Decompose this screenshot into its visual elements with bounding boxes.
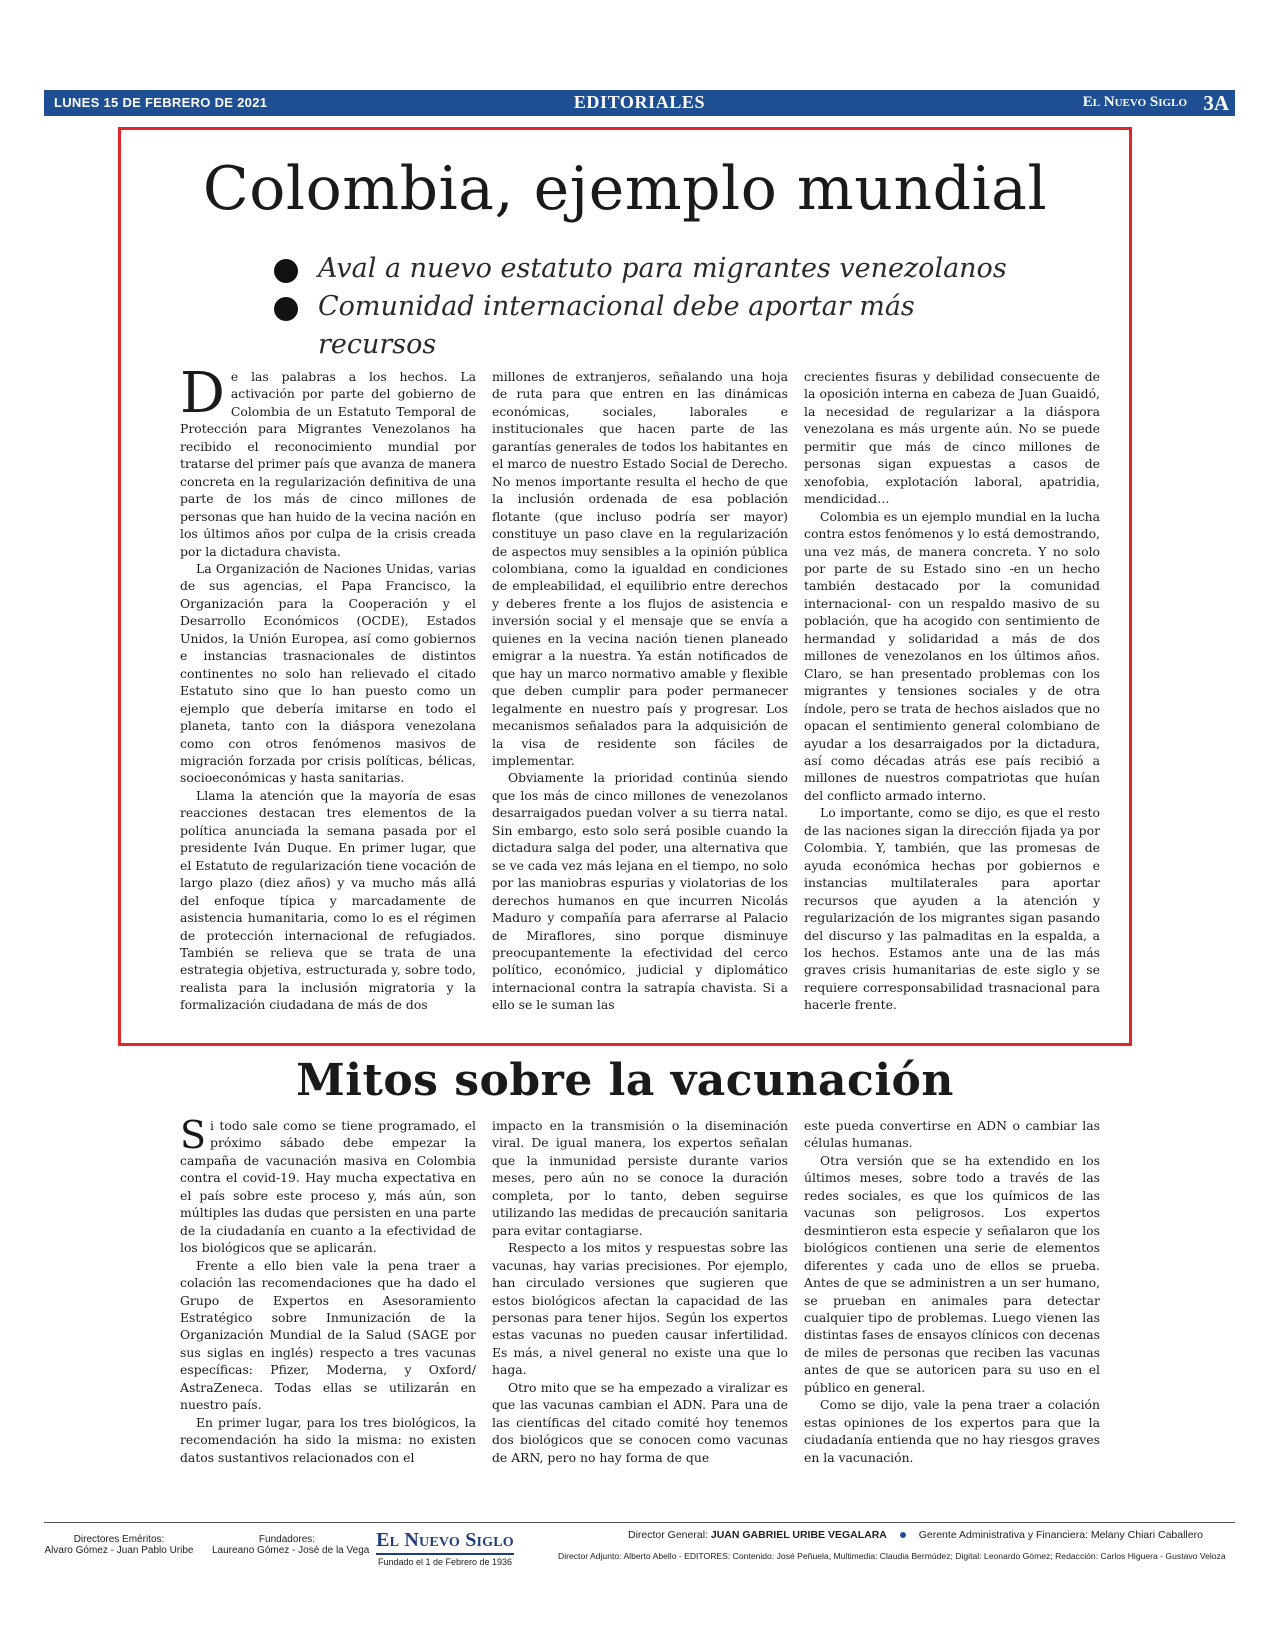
- text-column: [492, 1117, 788, 1470]
- page-date: LUNES 15 DE FEBRERO DE 2021: [54, 95, 268, 110]
- paragraph: De las palabras a los hechos. La activación por parte del gobierno de Colombia de un Estatuto Temporal de Protección para Migrantes Venezolanos ha recibido el reconocimiento mundial por tratarse del primer país que avanza de manera concreta en la regularización definitiva de una parte de los más de cinco millones de personas que han huido de la vecina nación en los últimos años por culpa de la crisis creada por la dictadura chavista.: [180, 368, 476, 559]
- separator-dot: [900, 1532, 906, 1538]
- deck-item: [270, 288, 1030, 360]
- fundadores-label: Fundadores:: [258, 1534, 316, 1545]
- editorial-1-title: Colombia, ejemplo mundial: [202, 154, 1048, 224]
- paragraph: Otra versión que se ha extendido en los últimos meses, sobre todo a través de las redes sociales, es que los químicos de las vacunas son peligrosos. Los expertos desmintieron esta especie y señalaron que los biológicos contienen una serie de elementos diferentes y cada uno de ellos se prueba. Antes de que se administren a un ser humano, se prueban en animales para detectar cualquier tipo de problemas. Luego vienen las distintas fases de ensayos clínicos con decenas de miles de personas que reciben las vacunas antes de que se autoricen para su uso en el público en general.: [804, 1152, 1100, 1395]
- paragraph: impacto en la transmisión o la diseminación viral. De igual manera, los expertos señalan que la inmunidad persiste durante varios meses, pero aún no se conoce la duración completa, por lo tanto, deben seguirse utilizando las medidas de precaución sanitaria para evitar contagiarse.: [492, 1118, 788, 1238]
- director-general-name: JUAN GABRIEL URIBE VEGALARA: [710, 1529, 887, 1541]
- editorial-1-deck: [270, 250, 1030, 360]
- paragraph: Como se dijo, vale la pena traer a colación estas opiniones de los expertos para que la ciudadanía entienda que no hay riesgos graves en la vacunación.: [804, 1397, 1100, 1465]
- paragraph: Respecto a los mitos y respuestas sobre las vacunas, hay varias precisiones. Por ejemplo, han circulado versiones que sugieren que estos biológicos afectan la capacidad de las personas para tener hijos. Según los expertos estas vacunas no pueden causar infertilidad. Es más, a nivel general no existe una que lo haga.: [492, 1240, 788, 1378]
- paragraph: Otro mito que se ha empezado a viralizar es que las vacunas cambian el ADN. Para una de las científicas del citado comité hoy tenemos dos biológicos que se conocen como vacunas de ARN, pero no hay forma de que: [492, 1379, 788, 1465]
- paragraph: millones de extranjeros, señalando una hoja de ruta para que entren en las dinámicas económicas, sociales, laborales e institucionales que hacen parte de las garantías generales de todos los habitantes en el marco de nuestro Estado Social de Derecho. No menos importante resulta el hecho de que la inclusión ordenada de esa población flotante (que incluso podría ser mayor) constituye un paso clave en la regularización de aspectos muy sensibles a la opinión pública colombiana, como la igualdad en condiciones de empleabilidad, el equilibrio entre derechos y deberes frente a los flujos de asistencia e inversión social y el mensaje que se envía a quienes en la vecina nación tienen planeado emigrar a la nuestra. Ya están notificados de que hay un marco normativo amable y flexible que deben cumplir para poder permanecer legalmente en nuestro país y progresar. Los mecanismos señalados para la adquisición de la visa de residente son fáciles de implementar.: [492, 369, 788, 768]
- paragraph: La Organización de Naciones Unidas, varias de sus agencias, el Papa Francisco, la Organización para la Cooperación y el Desarrollo Económicos (OCDE), Estados Unidos, la Unión Europea, así como gobiernos e instancias trasnacionales de distintos continentes no solo han relievado el citado Estatuto sino que lo han puesto como un ejemplo que debería imitarse en todo el planeta, tanto con la diáspora venezolana como con otros fenómenos masivos de migración forzada por crisis políticas, bélicas, socioeconómicas y hasta sanitarias.: [180, 560, 476, 786]
- paragraph: Lo importante, como se dijo, es que el resto de las naciones sigan la dirección fijada ya por Colombia. Y, también, que las promesas de ayuda económica hechas por gobiernos e instancias multilaterales para aportar recursos que ayuden a la atención y regularización de los migrantes sigan pasando del discurso y las palmaditas en la espalda, a los hechos. Estamos ante una de las más graves crisis humanitarias de este siglo y se requiere corresponsabilidad trasnacional para hacerle frente.: [804, 805, 1100, 1013]
- editorial-2-title: Mitos sobre la vacunación: [296, 1055, 954, 1106]
- paragraph: este pueda convertirse en ADN o cambiar las células humanas.: [804, 1118, 1100, 1151]
- text-column: [804, 368, 1100, 1036]
- bullet-icon: [274, 297, 298, 321]
- footer-divider: [44, 1522, 1235, 1523]
- deck-item: [270, 250, 1030, 288]
- paragraph: Frente a ello bien vale la pena traer a colación las recomendaciones que ha dado el Grupo de Expertos en Asesoramiento Estratégico sobre Inmunización de la Organización Mundial de la Salud (SAGE por sus siglas en inglés) respecto a tres vacunas específicas: Pfizer, Moderna, y Oxford/ AstraZeneca. Todas ellas se utilizarán en nuestro país.: [180, 1257, 476, 1413]
- paragraph: crecientes fisuras y debilidad consecuente de la oposición interna en cabeza de Juan Guaidó, la necesidad de regularizar a la diáspora venezolana es más urgente aún. No se puede permitir que más de cinco millones de personas sigan expuestas a casos de xenofobia, explotación laboral, apatridia, mendicidad…: [804, 369, 1100, 507]
- drop-cap: S: [180, 1117, 207, 1157]
- page-number: 3A: [1203, 91, 1229, 115]
- founded-date: Fundado el 1 de Febrero de 1936: [377, 1557, 513, 1567]
- page-header-band: [44, 90, 1235, 116]
- deck-text: Comunidad internacional debe aportar más recursos: [318, 291, 915, 360]
- text-column: [180, 368, 476, 1036]
- masthead-logo: [376, 1529, 514, 1567]
- paragraph: Si todo sale como se tiene programado, el próximo sábado debe empezar la campaña de vacunación masiva en Colombia contra el covid-19. Hay mucha expectativa en el país sobre este proceso y, más aún, son múltiples las dudas que persisten en una parte de la ciudadanía en cuanto a la efectividad de los biológicos que se aplicarán.: [180, 1117, 476, 1256]
- logo-rule: [376, 1553, 514, 1555]
- text-column: [804, 1117, 1100, 1470]
- drop-cap: D: [180, 368, 225, 426]
- logo-text: El Nuevo Siglo: [376, 1529, 514, 1551]
- gerente-name: Melany Chiari Caballero: [1090, 1529, 1203, 1541]
- paragraph: Obviamente la prioridad continúa siendo que los más de cinco millones de venezolanos desarraigados puedan volver a su tierra natal. Sin embargo, esto solo será posible cuando la dictadura salga del poder, una alternativa que se ve cada vez más lejana en el tiempo, no solo por las maniobras espurias y violatorias de los derechos humanos en que incurren Nicolás Maduro y compañía para aferrarse al Palacio de Miraflores, sino porque disminuye preocupantemente la efectividad del cerco político, económico, judicial y diplomático internacional contra la satrapía chavista. Si a ello se le suman las: [492, 770, 788, 1013]
- gerente-label: Gerente Administrativa y Financiera:: [918, 1529, 1088, 1541]
- management-line: [628, 1529, 1203, 1541]
- editorial-1-body: [180, 368, 1100, 1036]
- paragraph: En primer lugar, para los tres biológicos, la recomendación ha sido la misma: no existen datos sustantivos relacionados con el: [180, 1414, 476, 1465]
- fundadores-names: Laureano Gómez - José de la Vega: [212, 1545, 370, 1556]
- deck-text: Aval a nuevo estatuto para migrantes venezolanos: [318, 253, 1007, 284]
- directores-names: Alvaro Gómez - Juan Pablo Uribe: [44, 1545, 194, 1556]
- paragraph: Colombia es un ejemplo mundial en la lucha contra estos fenómenos y lo está demostrando, una vez más, de manera concreta. Y no solo por parte de su Estado sino -en un hecho también destacado por la comunidad internacional- con un respaldo masivo de su población, que ha acogido con sentimiento de hermandad y solidaridad a más de dos millones de venezolanos en los últimos años. Claro, se han presentado problemas con los migrantes y tensiones sociales y de otra índole, pero se trata de hechos aislados que no opacan el sentimiento general colombiano de ayudar a los desarraigados por la dictadura, así como décadas atrás ese país recibió a millones de nuestros compatriotas que huían del conflicto armado interno.: [804, 508, 1100, 803]
- editorial-2-body: [180, 1117, 1100, 1470]
- section-title: EDITORIALES: [573, 92, 706, 112]
- fundadores: [212, 1534, 370, 1556]
- staff-line: Director Adjunto: Alberto Abello - EDITORES: Contenido: José Peñuela, Multimedia: Claudia Bermúdez; Digital: Leonardo Gómez; Redacción: Carlos Higuera - Gustavo Veloza: [558, 1551, 1226, 1561]
- text-column: [492, 368, 788, 1036]
- directores-emeritos: [44, 1534, 194, 1556]
- directores-label: Directores Eméritos:: [73, 1534, 165, 1545]
- bullet-icon: [274, 259, 298, 283]
- director-general-label: Director General:: [628, 1529, 708, 1541]
- paragraph: Llama la atención que la mayoría de esas reacciones destacan tres elementos de la política anunciada la semana pasada por el presidente Iván Duque. En primer lugar, que el Estatuto de regularización tiene vocación de largo plazo (diez años) y va mucho más allá del enfoque típica y marcadamente de asistencia humanitaria, como lo es el régimen de protección internacional de refugiados. También se relieva que se trata de una estrategia objetiva, estructurada y, sobre todo, realista para la inclusión migratoria y la formalización ciudadana de más de dos: [180, 787, 476, 1013]
- text-column: [180, 1117, 476, 1470]
- newspaper-brand: El Nuevo Siglo: [1082, 94, 1187, 110]
